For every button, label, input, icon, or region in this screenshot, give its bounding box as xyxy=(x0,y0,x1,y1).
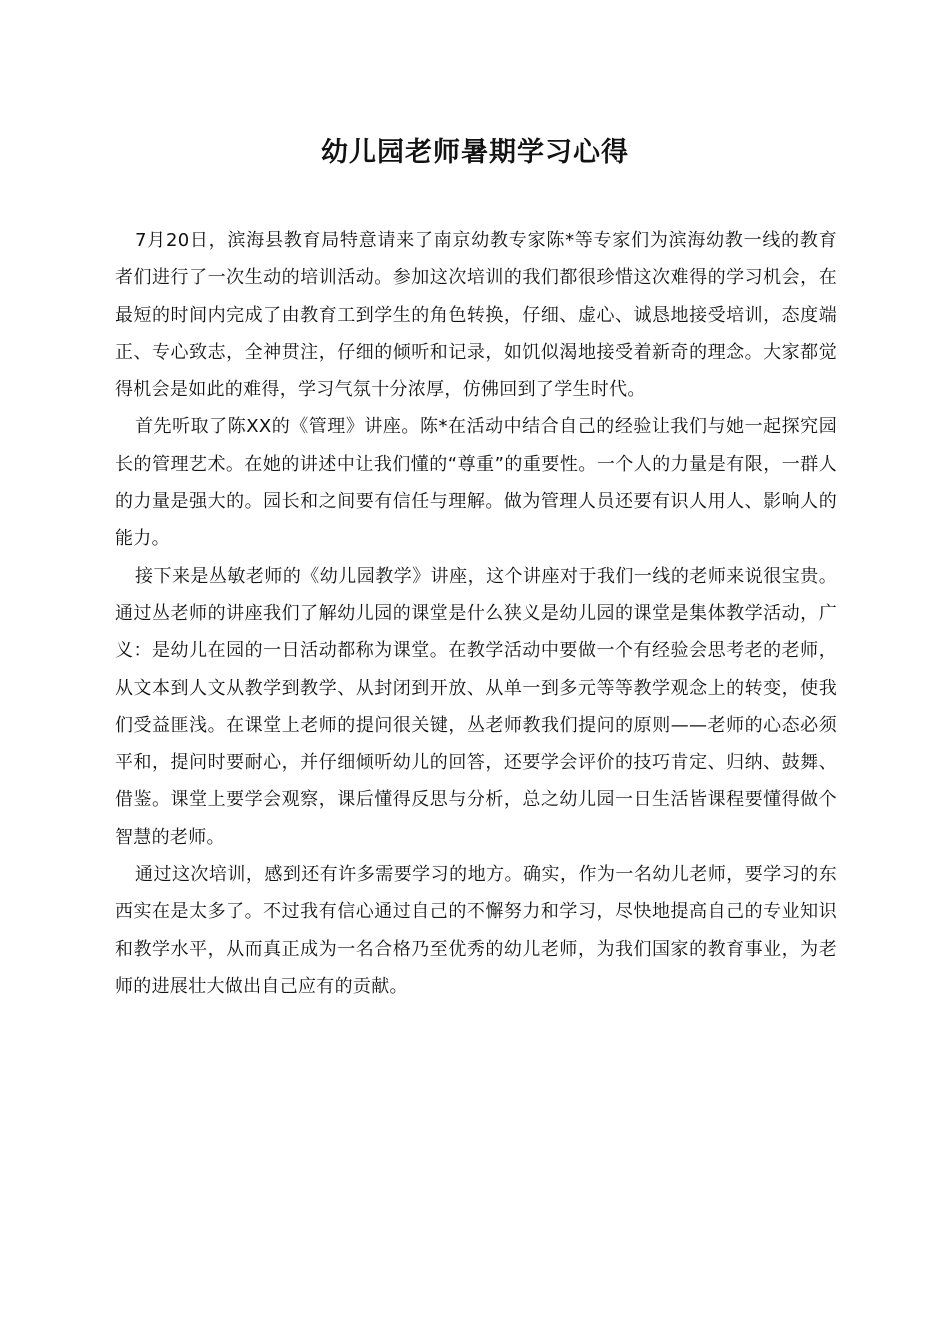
paragraph-management-lecture: 首先听取了陈XX的《管理》讲座。陈*在活动中结合自己的经验让我们与她一起探究园长的管理艺术。在她的讲述中让我们懂的“尊重”的重要性。一个人的力量是有限，一群人的力量是强大的。园长和之间要有信任与理解。做为管理人员还要有识人用人、影响人的能力。 xyxy=(115,416,837,550)
paragraph-conclusion: 通过这次培训，感到还有许多需要学习的地方。确实，作为一名幼儿老师，要学习的东西实在是太多了。不过我有信心通过自己的不懈努力和学习，尽快地提高自己的专业知识和教学水平，从而真正成为一名合格乃至优秀的幼儿老师，为我们国家的教育事业，为老师的进展壮大做出自己应有的贡献。 xyxy=(115,864,837,997)
document-title: 幼儿园老师暑期学习心得 xyxy=(321,137,629,168)
paragraph-intro: 7月20日，滨海县教育局特意请来了南京幼教专家陈*等专家们为滨海幼教一线的教育者们进行了一次生动的培训活动。参加这次培训的我们都很珍惜这次难得的学习机会，在最短的时间内完成了由教育工到学生的角色转换，仔细、虚心、诚恳地接受培训，态度端正、专心致志，全神贯注，仔细的倾听和记录，如饥似渴地接受着新奇的理念。大家都觉得机会是如此的难得，学习气氛十分浓厚，仿佛回到了学生时代。 xyxy=(115,230,837,401)
paragraph-teaching-lecture: 接下来是丛敏老师的《幼儿园教学》讲座，这个讲座对于我们一线的老师来说很宝贵。通过丛老师的讲座我们了解幼儿园的课堂是什么狭义是幼儿园的课堂是集体教学活动，广义：是幼儿在园的一日活动都称为课堂。在教学活动中要做一个有经验会思考老的老师，从文本到人文从教学到教学、从封闭到开放、从单一到多元等等教学观念上的转变，使我们受益匪浅。在课堂上老师的提问很关键，丛老师教我们提问的原则——老师的心态必须平和，提问时要耐心，并仔细倾听幼儿的回答，还要学会评价的技巧肯定、归纳、鼓舞、借鉴。课堂上要学会观察，课后懂得反思与分析，总之幼儿园一日生活皆课程要懂得做个智慧的老师。 xyxy=(115,565,837,848)
document-body xyxy=(115,222,837,1005)
